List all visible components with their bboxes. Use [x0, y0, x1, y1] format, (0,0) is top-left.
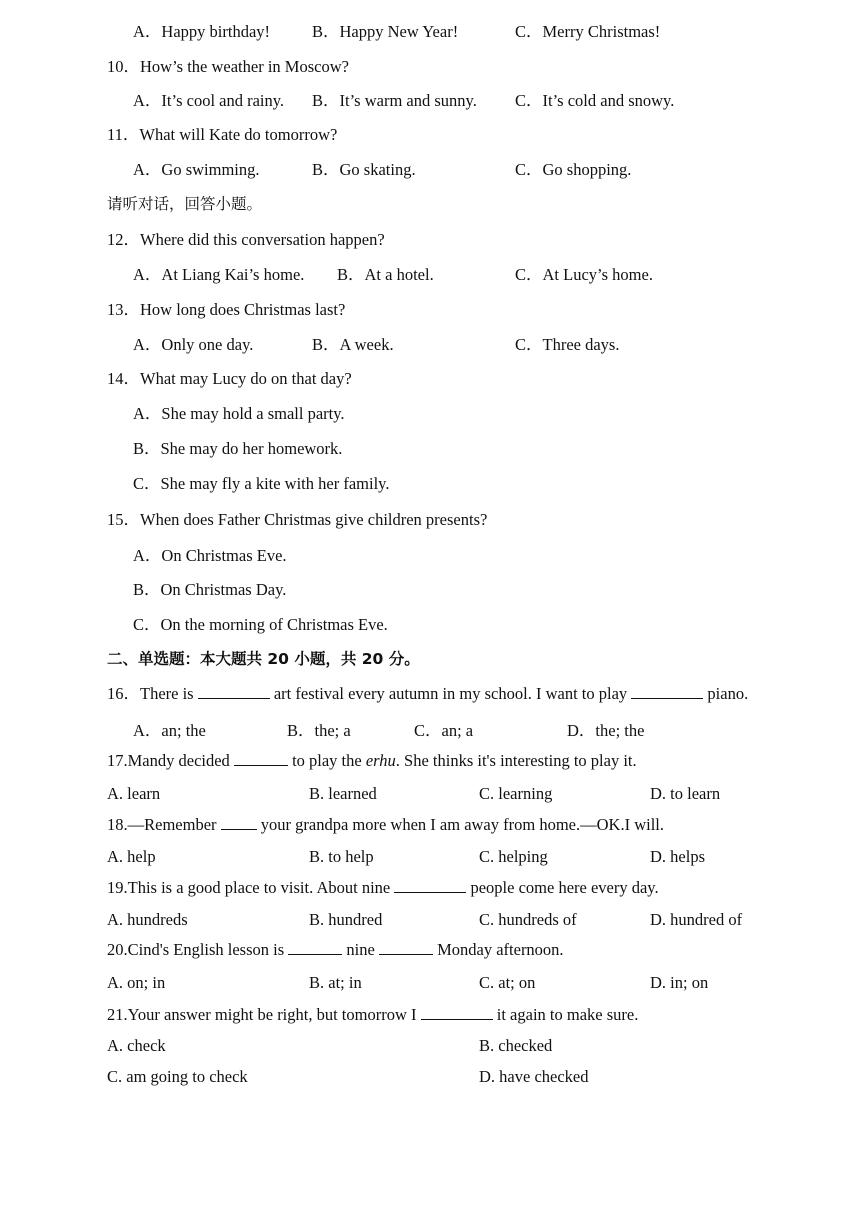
option-a: A. check — [107, 1036, 166, 1055]
option-b: B. hundred — [309, 910, 383, 929]
answer-blank — [221, 815, 257, 830]
option-c: C．On the morning of Christmas Eve. — [133, 615, 388, 634]
option-c: C. helping — [479, 847, 548, 866]
option-a: A. hundreds — [107, 910, 188, 929]
answer-blank — [198, 684, 270, 699]
option-b: B. checked — [479, 1036, 553, 1055]
answer-blank — [394, 878, 466, 893]
option-a: A．Go swimming. — [133, 160, 260, 179]
option-b: B. learned — [309, 784, 377, 803]
option-a: A．an; the — [133, 721, 206, 740]
option-a: A．Happy birthday! — [133, 22, 271, 41]
option-a: A．It’s cool and rainy. — [133, 91, 285, 110]
option-b: B．Go skating. — [312, 160, 416, 179]
option-a: A．She may hold a small party. — [133, 404, 345, 423]
option-c: C. learning — [479, 784, 553, 803]
option-c: C．Three days. — [515, 335, 620, 354]
question-stem: 12．Where did this conversation happen? — [107, 230, 385, 249]
option-d: D. hundred of — [650, 910, 743, 929]
option-c: C. am going to check — [107, 1067, 248, 1086]
answer-blank — [288, 940, 342, 955]
question-stem: 19.This is a good place to visit. About nine people come here every day. — [107, 878, 659, 897]
question-stem: 20.Cind's English lesson is nine Monday afternoon. — [107, 940, 564, 959]
option-d: D. helps — [650, 847, 705, 866]
question-stem: 21.Your answer might be right, but tomorrow I it again to make sure. — [107, 1005, 639, 1024]
answer-blank — [234, 751, 288, 766]
option-d: D. have checked — [479, 1067, 589, 1086]
option-b: B．Happy New Year! — [312, 22, 459, 41]
answer-blank — [631, 684, 703, 699]
option-b: B. at; in — [309, 973, 362, 992]
option-a: A. help — [107, 847, 156, 866]
option-b: B．It’s warm and sunny. — [312, 91, 477, 110]
question-stem: 14．What may Lucy do on that day? — [107, 369, 352, 388]
option-c: C．Go shopping. — [515, 160, 632, 179]
option-d: D. to learn — [650, 784, 721, 803]
option-d: D. in; on — [650, 973, 709, 992]
option-c: C．Merry Christmas! — [515, 22, 661, 41]
option-b: B．A week. — [312, 335, 394, 354]
option-c: C. hundreds of — [479, 910, 577, 929]
answer-blank — [421, 1005, 493, 1020]
option-a: A．At Liang Kai’s home. — [133, 265, 305, 284]
option-d: D．the; the — [567, 721, 645, 740]
answer-blank — [379, 940, 433, 955]
option-a: A. on; in — [107, 973, 166, 992]
question-stem: 17.Mandy decided to play the erhu. She thinks it's interesting to play it. — [107, 751, 637, 770]
option-c: C．She may fly a kite with her family. — [133, 474, 390, 493]
option-b: B. to help — [309, 847, 374, 866]
option-a: A．Only one day. — [133, 335, 254, 354]
question-stem: 16．There is art festival every autumn in my school. I want to play piano. — [107, 684, 749, 703]
option-c: C．an; a — [414, 721, 474, 740]
question-stem: 18.—Remember your grandpa more when I am away from home.—OK.I will. — [107, 815, 664, 834]
option-b: B．She may do her homework. — [133, 439, 343, 458]
option-a: A．On Christmas Eve. — [133, 546, 287, 565]
option-b: B．On Christmas Day. — [133, 580, 287, 599]
option-c: C．It’s cold and snowy. — [515, 91, 675, 110]
option-b: B．At a hotel. — [337, 265, 434, 284]
question-stem: 10．How’s the weather in Moscow? — [107, 57, 349, 76]
dialog-instruction: 请听对话，回答小题。 — [107, 195, 263, 213]
option-b: B．the; a — [287, 721, 351, 740]
option-c: C．At Lucy’s home. — [515, 265, 653, 284]
question-stem: 11．What will Kate do tomorrow? — [107, 125, 338, 144]
option-a: A. learn — [107, 784, 161, 803]
option-c: C. at; on — [479, 973, 536, 992]
question-stem: 13．How long does Christmas last? — [107, 300, 346, 319]
question-stem: 15．When does Father Christmas give children presents? — [107, 510, 488, 529]
section-heading: 二、单选题：本大题共 20 小题，共 20 分。 — [107, 650, 420, 668]
